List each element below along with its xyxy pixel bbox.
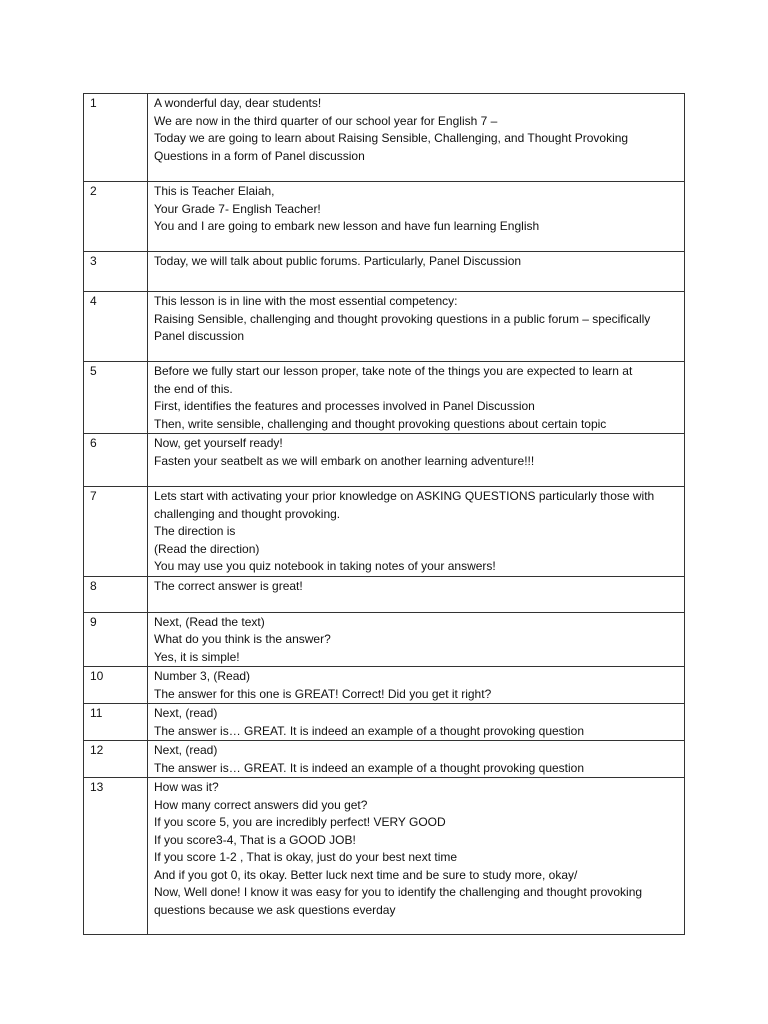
- row-script-text: [148, 94, 685, 182]
- row-number: 2: [84, 182, 148, 252]
- row-number: 11: [84, 704, 148, 741]
- row-script-text: [148, 487, 685, 577]
- row-number: 8: [84, 576, 148, 612]
- script-line: The direction is: [154, 524, 236, 538]
- script-line: Today, we will talk about public forums. Particularly, Panel Discussion: [154, 254, 522, 268]
- script-line: Today we are going to learn about Raising Sensible, Challenging, and Thought Provoking: [154, 131, 629, 145]
- script-line: You may use you quiz notebook in taking notes of your answers!: [154, 559, 496, 573]
- script-line: Your Grade 7- English Teacher!: [154, 201, 321, 216]
- table-body: [84, 94, 685, 935]
- script-line: The correct answer is great!: [154, 578, 303, 593]
- script-line: We are now in the third quarter of our school year for English 7 –: [154, 113, 498, 128]
- table-row: [84, 94, 685, 182]
- row-number: 12: [84, 741, 148, 778]
- script-line: If you score 1-2 , That is okay, just do your best next time: [154, 850, 458, 864]
- row-script-text: [148, 612, 685, 667]
- script-line: You and I are going to embark new lesson and have fun learning English: [154, 219, 540, 233]
- script-line: How was it?: [154, 780, 219, 794]
- script-line: Next, (Read the text): [154, 614, 265, 629]
- script-line: This lesson is in line with the most essential competency:: [154, 294, 458, 308]
- script-line: And if you got 0, its okay. Better luck next time and be sure to study more, okay/: [154, 867, 578, 882]
- table-row: [84, 292, 685, 362]
- script-line: If you score 5, you are incredibly perfect! VERY GOOD: [154, 815, 446, 829]
- row-number: 5: [84, 362, 148, 434]
- script-line: Now, Well done! I know it was easy for you to identify the challenging and thought provoking: [154, 885, 643, 899]
- row-script-text: [148, 434, 685, 487]
- script-line: Number 3, (Read): [154, 669, 251, 683]
- script-line: This is Teacher Elaiah,: [154, 184, 275, 198]
- table-row: [84, 612, 685, 667]
- script-line: questions because we ask questions everday: [154, 902, 396, 917]
- script-line: Fasten your seatbelt as we will embark on another learning adventure!!!: [154, 453, 535, 468]
- row-script-text: [148, 292, 685, 362]
- script-line: The answer is… GREAT. It is indeed an example of a thought provoking question: [154, 723, 585, 738]
- row-number: 13: [84, 778, 148, 935]
- script-line: What do you think is the answer?: [154, 632, 331, 646]
- script-line: Yes, it is simple!: [154, 649, 240, 664]
- table-row: [84, 741, 685, 778]
- script-line: If you score3-4, That is a GOOD JOB!: [154, 832, 356, 847]
- row-script-text: [148, 741, 685, 778]
- script-line: How many correct answers did you get?: [154, 797, 368, 812]
- table-row: [84, 487, 685, 577]
- script-line: Raising Sensible, challenging and thought provoking questions in a public forum – specifically: [154, 311, 651, 326]
- row-number: 3: [84, 252, 148, 292]
- script-line: First, identifies the features and processes involved in Panel Discussion: [154, 399, 535, 413]
- row-script-text: [148, 704, 685, 741]
- script-line: A wonderful day, dear students!: [154, 96, 322, 110]
- row-number: 7: [84, 487, 148, 577]
- script-line: the end of this.: [154, 381, 233, 396]
- lesson-script-table: [83, 93, 685, 935]
- script-line: Then, write sensible, challenging and thought provoking questions about certain topic: [154, 416, 607, 431]
- script-line: Now, get yourself ready!: [154, 436, 283, 450]
- row-number: 4: [84, 292, 148, 362]
- table-row: [84, 252, 685, 292]
- table-row: [84, 778, 685, 935]
- script-line: The answer is… GREAT. It is indeed an example of a thought provoking question: [154, 760, 585, 775]
- script-line: Panel discussion: [154, 329, 245, 343]
- script-line: (Read the direction): [154, 541, 260, 556]
- script-line: The answer for this one is GREAT! Correct! Did you get it right?: [154, 686, 492, 701]
- script-line: Next, (read): [154, 706, 218, 720]
- table-row: [84, 182, 685, 252]
- script-line: challenging and thought provoking.: [154, 506, 341, 521]
- table-row: [84, 667, 685, 704]
- table-row: [84, 704, 685, 741]
- row-script-text: [148, 252, 685, 292]
- row-number: 10: [84, 667, 148, 704]
- row-script-text: [148, 362, 685, 434]
- table-row: [84, 576, 685, 612]
- table-row: [84, 362, 685, 434]
- script-line: Questions in a form of Panel discussion: [154, 148, 365, 163]
- row-script-text: [148, 182, 685, 252]
- row-script-text: [148, 778, 685, 935]
- script-line: Lets start with activating your prior knowledge on ASKING QUESTIONS particularly those with: [154, 489, 655, 503]
- row-script-text: [148, 576, 685, 612]
- script-line: Before we fully start our lesson proper, take note of the things you are expected to learn at: [154, 364, 633, 378]
- table-row: [84, 434, 685, 487]
- row-number: 9: [84, 612, 148, 667]
- row-number: 1: [84, 94, 148, 182]
- script-line: Next, (read): [154, 743, 218, 757]
- row-number: 6: [84, 434, 148, 487]
- row-script-text: [148, 667, 685, 704]
